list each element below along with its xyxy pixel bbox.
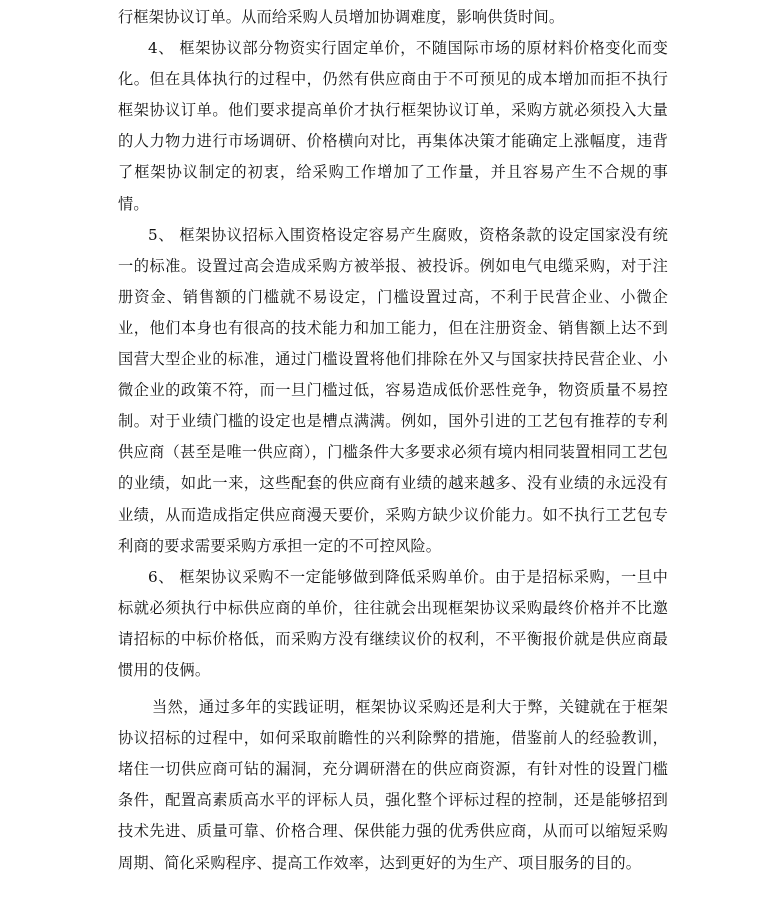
paragraph-point-5: 5、 框架协议招标入围资格设定容易产生腐败，资格条款的设定国家没有统一的标准。设置过高会造成采购方被举报、被投诉。例如电气电缆采购，对于注册资金、销售额的门槛就不易设定，门槛设置过高，不利于民营企业、小微企业，他们本身也有很高的技术能力和加工能力，但在注册资金、销售额上达不到国营大型企业的标准，通过门槛设置将他们排除在外又与国家扶持民营企业、小微企业的政策不符，而一旦门槛过低，容易造成低价恶性竞争，物资质量不易控制。对于业绩门槛的设定也是槽点满满。例如，国外引进的工艺包有推荐的专利供应商（甚至是唯一供应商），门槛条件大多要求必须有境内相同装置相同工艺包的业绩，如此一来，这些配套的供应商有业绩的越来越多、没有业绩的永远没有业绩，从而造成指定供应商漫天要价，采购方缺少议价能力。如不执行工艺包专利商的要求需要采购方承担一定的不可控风险。 (118, 225, 668, 555)
document-body (118, 2, 668, 879)
paragraph-conclusion: 当然，通过多年的实践证明，框架协议采购还是利大于弊，关键就在于框架协议招标的过程中，如何采取前瞻性的兴利除弊的措施，借鉴前人的经验教训，堵住一切供应商可钻的漏洞，充分调研潜在的供应商资源，有针对性的设置门槛条件，配置高素质高水平的评标人员，强化整个评标过程的控制，还是能够招到技术先进、质量可靠、价格合理、保供能力强的优秀供应商，从而可以缩短采购周期、简化采购程序、提高工作效率，达到更好的为生产、项目服务的目的。 (118, 698, 668, 872)
paragraph-continuation: 行框架协议订单。从而给采购人员增加协调难度，影响供货时间。 (118, 8, 565, 26)
paragraph-point-6: 6、 框架协议采购不一定能够做到降低采购单价。由于是招标采购，一旦中标就必须执行中标供应商的单价，往往就会出现框架协议采购最终价格并不比邀请招标的中标价格低，而采购方没有继续议价的权利，不平衡报价就是供应商最惯用的伎俩。 (118, 567, 668, 679)
paragraph-point-4: 4、 框架协议部分物资实行固定单价，不随国际市场的原材料价格变化而变化。但在具体执行的过程中，仍然有供应商由于不可预见的成本增加而拒不执行框架协议订单。他们要求提高单价才执行框架协议订单，采购方就必须投入大量的人力物力进行市场调研、价格横向对比，再集体决策才能确定上涨幅度，违背了框架协议制定的初衷，给采购工作增加了工作量，并且容易产生不合规的事情。 (118, 39, 668, 213)
